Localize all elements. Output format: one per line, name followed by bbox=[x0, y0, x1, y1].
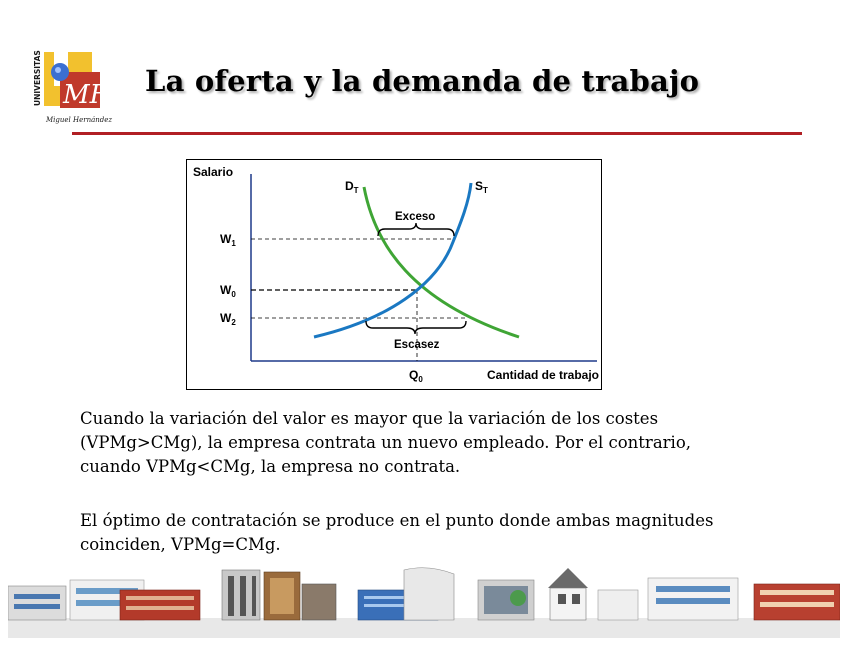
supply-label: $S_T$ bbox=[475, 179, 488, 195]
shortage-brace bbox=[366, 321, 466, 334]
para1-line2: (VPMg>CMg), la empresa contrata un nuevo empleado. Por el contrario, bbox=[80, 433, 691, 452]
demand-label: $D_T$ bbox=[345, 179, 359, 195]
x-axis-label: Cantidad de trabajo bbox=[487, 368, 600, 382]
supply-curve bbox=[314, 183, 471, 337]
excess-label: Exceso bbox=[395, 211, 436, 223]
campus-skyline bbox=[8, 560, 840, 638]
shortage-label: Escasez bbox=[394, 339, 440, 351]
w2-label: $W_2$ bbox=[220, 311, 236, 327]
title-divider bbox=[72, 132, 802, 135]
labor-market-svg bbox=[187, 160, 603, 391]
campus-buildings-skyline-icon bbox=[8, 560, 840, 638]
logo-monogram: MH bbox=[63, 80, 113, 110]
logo-caption: Miguel Hernández bbox=[46, 116, 113, 124]
para1-line1: Cuando la variación del valor es mayor que la variación de los costes bbox=[80, 409, 659, 428]
optimum-paragraph bbox=[80, 509, 780, 557]
para2-line2: coinciden, VPMg=CMg. bbox=[80, 535, 281, 554]
q0-label: $Q_0$ bbox=[409, 368, 423, 384]
logo-vertical-text: UNIVERSITAS bbox=[33, 50, 42, 106]
explanation-paragraph bbox=[80, 407, 780, 479]
para2-line1: El óptimo de contratación se produce en el punto donde ambas magnitudes bbox=[80, 511, 714, 530]
labor-market-diagram bbox=[186, 159, 602, 390]
page-title: La oferta y la demanda de trabajo bbox=[145, 64, 700, 98]
para1-line3: cuando VPMg<CMg, la empresa no contrata. bbox=[80, 457, 461, 476]
w0-label: $W_0$ bbox=[220, 283, 236, 299]
w1-label: $W_1$ bbox=[220, 232, 236, 248]
excess-brace bbox=[378, 223, 454, 236]
universitas-miguel-hernandez-logo-icon bbox=[32, 50, 118, 126]
university-logo bbox=[32, 50, 118, 126]
y-axis-label: Salario bbox=[193, 165, 234, 179]
